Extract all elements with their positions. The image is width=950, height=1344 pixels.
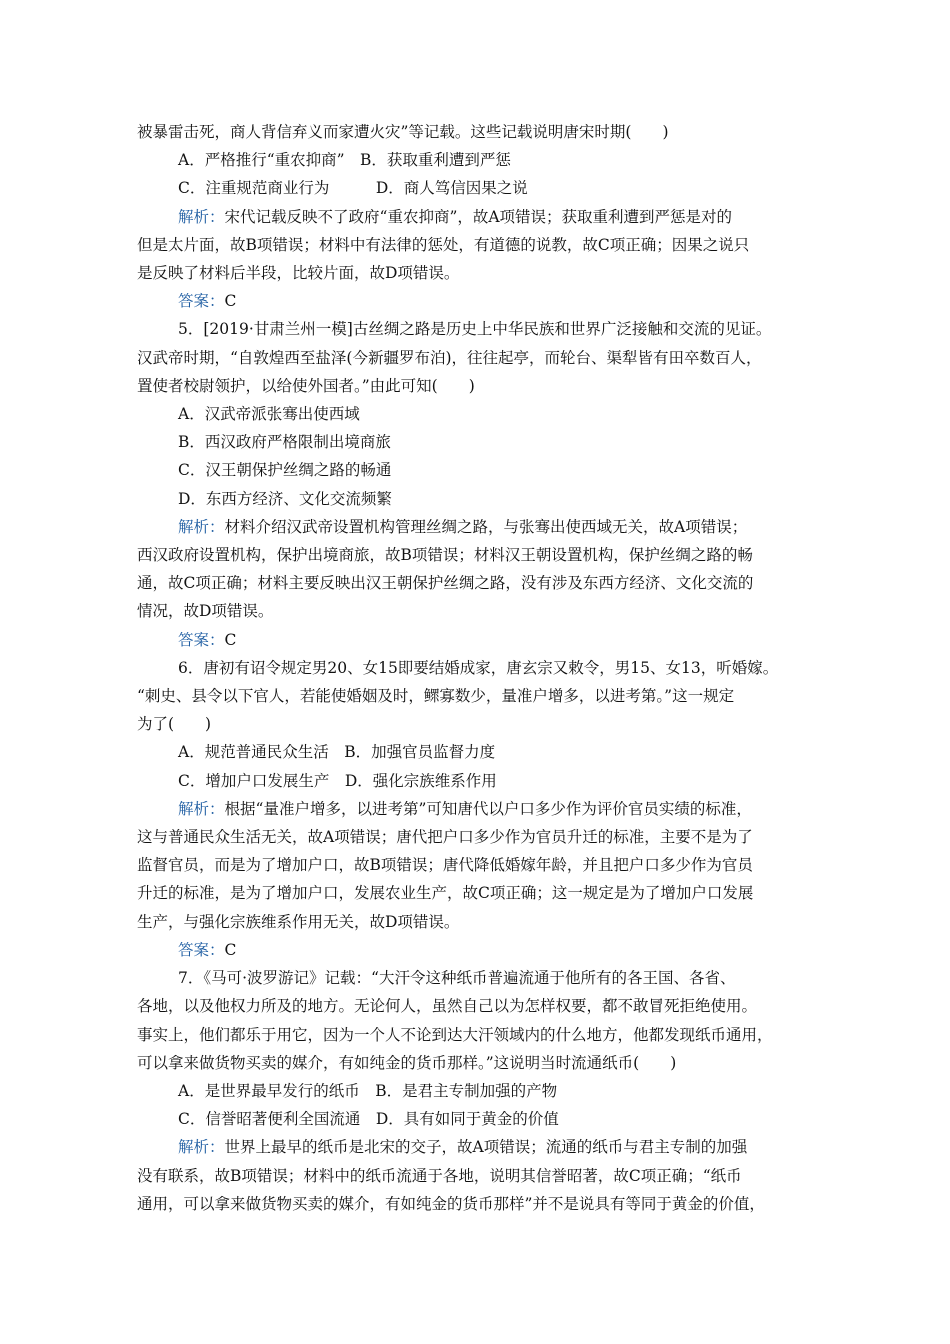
q6-analysis-line: 这与普通民众生活无关，故A项错误；唐代把户口多少作为官员升迁的标准，主要不是为了	[137, 828, 753, 847]
q7-analysis-line: 通用，可以拿来做货物买卖的媒介，有如纯金的货币那样”并不是说具有等同于黄金的价值，	[137, 1194, 765, 1213]
q5-stem-line: 5．[2019·甘肃兰州一模]古丝绸之路是历史上中华民族和世界广泛接触和交流的见证。	[178, 320, 772, 339]
q5-analysis-line: 西汉政府设置机构，保护出境商旅，故B项错误；材料汉王朝设置机构，保护丝绸之路的畅	[137, 546, 753, 565]
q6-stem-line: 6．唐初有诏令规定男20、女15即要结婚成家，唐玄宗又敕令，男15、女13，听婚嫁。	[178, 658, 779, 677]
q4-option-ab: A．严格推行“重农抑商” B．获取重利遭到严惩	[178, 151, 511, 170]
q6-analysis-line: 生产，与强化宗族维系作用无关，故D项错误。	[137, 912, 460, 931]
q6-option-cd: C．增加户口发展生产 D．强化宗族维系作用	[178, 771, 497, 790]
q7-stem-line: 可以拿来做货物买卖的媒介，有如纯金的货币那样。”这说明当时流通纸币( )	[137, 1053, 677, 1072]
q6-stem-line: “刺史、县令以下官人，若能使婚姻及时，鳏寡数少，量准户增多，以进考第。”这一规定	[137, 687, 735, 706]
q7-stem-line: 各地，以及他权力所及的地方。无论何人，虽然自己以为怎样权要，都不敢冒死拒绝使用。	[137, 997, 758, 1016]
analysis-label: 解析：	[178, 207, 225, 226]
analysis-label: 解析：	[178, 1138, 225, 1157]
q5-stem-line: 汉武帝时期，“自敦煌西至盐泽(今新疆罗布泊)，往往起亭，而轮台、渠犁皆有田卒数百人，	[137, 348, 762, 367]
q4-analysis-line: 是反映了材料后半段，比较片面，故D项错误。	[137, 264, 460, 283]
q6-stem-line: 为了( )	[137, 715, 212, 734]
q7-analysis-line: 解析：世界上最早的纸币是北宋的交子，故A项错误；流通的纸币与君主专制的加强	[178, 1138, 748, 1157]
answer-label: 答案：	[178, 630, 225, 649]
q5-option-d: D．东西方经济、文化交流频繁	[178, 489, 392, 508]
q7-stem-line: 事实上，他们都乐于用它，因为一个人不论到达大汗领域内的什么地方，他都发现纸币通用，	[137, 1025, 773, 1044]
q5-analysis-line: 通，故C项正确；材料主要反映出汉王朝保护丝绸之路，没有涉及东西方经济、文化交流的	[137, 574, 754, 593]
q5-answer: 答案：C	[178, 630, 237, 649]
q6-analysis-line: 解析：根据“量准户增多，以进考第”可知唐代以户口多少作为评价官员实绩的标准，	[178, 799, 752, 818]
document-body	[137, 118, 827, 1218]
analysis-label: 解析：	[178, 799, 225, 818]
q7-option-cd: C．信誉昭著便利全国流通 D．具有如同于黄金的价值	[178, 1110, 559, 1129]
q4-analysis-line: 解析：宋代记载反映不了政府“重农抑商”，故A项错误；获取重利遭到严惩是对的	[178, 207, 733, 226]
q5-option-b: B．西汉政府严格限制出境商旅	[178, 433, 391, 452]
q5-option-a: A．汉武帝派张骞出使西域	[178, 405, 360, 424]
q6-option-ab: A．规范普通民众生活 B．加强官员监督力度	[178, 743, 496, 762]
q6-analysis-line: 监督官员，而是为了增加户口，故B项错误；唐代降低婚嫁年龄，并且把户口多少作为官员	[137, 856, 753, 875]
q5-option-c: C．汉王朝保护丝绸之路的畅通	[178, 461, 392, 480]
q5-stem-line: 置使者校尉领护，以给使外国者。”由此可知( )	[137, 376, 475, 395]
answer-label: 答案：	[178, 940, 225, 959]
q4-analysis-line: 但是太片面，故B项错误；材料中有法律的惩处，有道德的说教，故C项正确；因果之说只	[137, 235, 750, 254]
q7-analysis-line: 没有联系，故B项错误；材料中的纸币流通于各地，说明其信誉昭著，故C项正确；“纸币	[137, 1166, 742, 1185]
q4-option-cd: C．注重规范商业行为 D．商人笃信因果之说	[178, 179, 528, 198]
q7-option-ab: A．是世界最早发行的纸币 B．是君主专制加强的产物	[178, 1081, 558, 1100]
q4-stem-line: 被暴雷击死，商人背信弃义而家遭火灾”等记载。这些记载说明唐宋时期( )	[137, 123, 669, 141]
q7-stem-line: 7．《马可·波罗游记》记载：“大汗令这种纸币普遍流通于他所有的各王国、各省、	[178, 969, 736, 988]
q5-analysis-line: 情况，故D项错误。	[137, 602, 274, 621]
q4-answer: 答案：C	[178, 292, 237, 311]
q6-analysis-line: 升迁的标准，是为了增加户口，发展农业生产，故C项正确；这一规定是为了增加户口发展	[137, 884, 754, 903]
analysis-label: 解析：	[178, 517, 225, 536]
answer-label: 答案：	[178, 292, 225, 311]
q6-answer: 答案：C	[178, 940, 237, 959]
q5-analysis-line: 解析：材料介绍汉武帝设置机构管理丝绸之路，与张骞出使西域无关，故A项错误；	[178, 517, 748, 536]
